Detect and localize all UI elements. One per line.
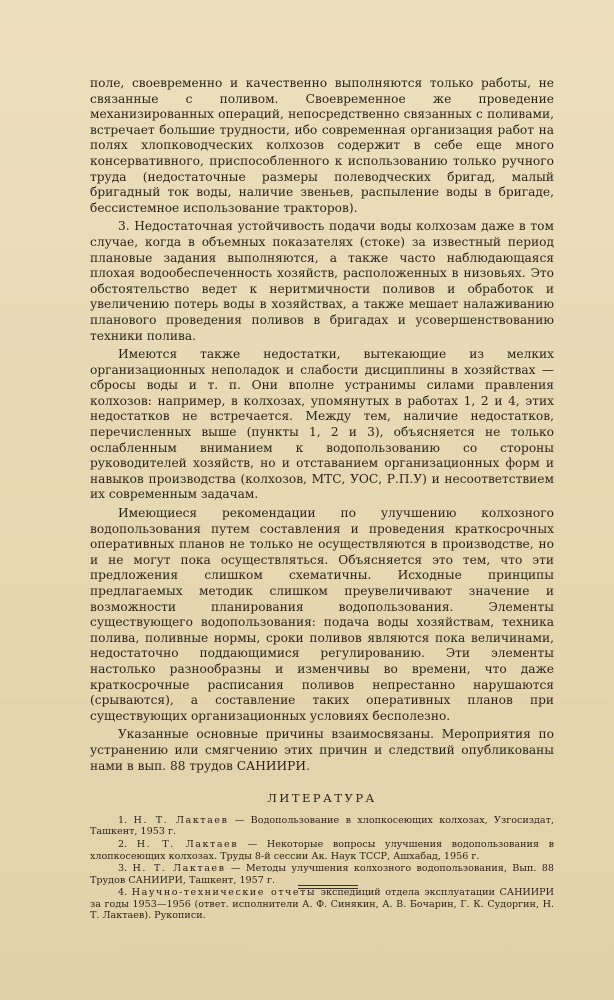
paragraph-recommendations: Имеющиеся рекомендации по улучшению колхозного водопользования путем составления и проведения краткосрочных оперативных планов не только не осуществляются в производстве, но и не могут пока осуществляться. Объясняется это тем, что эти предложения слишком схематичны. Исходные принципы предлагаемых методик слишком преувеличивают значение и возможности планирования водопользования. Элементы существующего водопользования: подача воды хозяйствам, техника полива, поливные нормы, сроки поливов являются пока величинами, недостаточно поддающимися регулированию. Эти элементы настолько разнообразны и изменчивы во времени, что даже краткосрочные расписания поливов непрестанно нарушаются (срываются), а составление таких оперативных планов при существующих организационных условиях бесполезно. xyxy=(90,506,554,723)
paragraph-point-3: 3. Недостаточная устойчивость подачи воды колхозам даже в том случае, когда в объемных показателях (стоке) за известный период плановые задания выполняются, а также часто наблюдающаяся плохая водообеспеченность хозяйств, расположенных в низовьях. Это обстоятельство ведет к неритмичности поливов и обработок и увеличению потерь воды в хозяйствах, а также мешает налаживанию планового проведения поливов в бригадах и усовершенствованию техники полива. xyxy=(90,219,554,343)
ref-text: — Некоторые вопросы улучшения водопользования в хлопкосеющих колхозах. Труды 8-й сессии Ак. Наук ТССР, Ашхабад, 1956 г. xyxy=(90,838,554,862)
ref-author: Н. Т. Лактаев xyxy=(132,863,226,875)
main-text-block xyxy=(90,76,554,923)
literature-item xyxy=(90,815,554,838)
literature-item xyxy=(90,887,554,922)
paragraph-continuation: поле, своевременно и качественно выполняются только работы, не связанные с поливом. Своевременное же проведение механизированных операций, непосредственно связанных с поливами, встречает большие трудности, ибо современная организация работ на полях хлопководческих колхозов содержит в себе еще много консервативного, приспособленного к использованию только ручного труда (недостаточные размеры полеводческих бригад, малый бригадный ток воды, наличие звеньев, распыление воды в бригаде, бессистемное использование тракторов). xyxy=(90,76,554,215)
literature-item xyxy=(90,863,554,886)
ref-author: Н. Т. Лактаев xyxy=(136,838,239,850)
closing-rule-divider xyxy=(298,885,358,889)
ref-number: 1. xyxy=(118,814,128,826)
paragraph-shortcomings: Имеются также недостатки, вытекающие из мелких организационных неполадок и слабости дисциплины в хозяйствах — сбросы воды и т. п. Они вполне устранимы силами правления колхозов: например, в колхозах, упомянутых в работах 1, 2 и 4, этих недостатков не встречается. Между тем, наличие недостатков, перечисленных выше (пункты 1, 2 и 3), объясняется не только ослабленным вниманием к водопользованию со стороны руководителей хозяйств, но и отставанием организационных форм и навыков производства (колхозов, МТС, УОС, Р.П.У) и несоответствием их современным задачам. xyxy=(90,347,554,502)
ref-number: 4. xyxy=(118,887,128,899)
literature-list xyxy=(90,815,554,922)
literature-heading: ЛИТЕРАТУРА xyxy=(267,791,377,806)
ref-number: 3. xyxy=(118,863,128,875)
ref-number: 2. xyxy=(118,838,128,850)
ref-author: Н. Т. Лактаев xyxy=(133,814,229,826)
literature-item xyxy=(90,839,554,862)
ref-text: — Методы улучшения колхозного водопользования, Вып. 88 Трудов САНИИРИ, Ташкент, 1957 г. xyxy=(90,863,554,886)
ref-text: — Водопользование в хлопкосеющих колхозах, Узгосиздат, Ташкент, 1953 г. xyxy=(90,814,554,838)
paragraph-conclusion: Указанные основные причины взаимосвязаны. Мероприятия по устранению или смягчению этих причин и следствий опубликованы нами в вып. 88 трудов САНИИРИ. xyxy=(90,727,554,773)
ref-text: экспедиций отдела эксплуатации САНИИРИ за годы 1953—1956 (ответ. исполнители А. Ф. Синякин, А. В. Бочарин, Г. К. Судоргин, Н. Т. Лактаев). Рукописи. xyxy=(90,887,554,922)
ref-author: Научно-технические отчеты xyxy=(131,887,317,899)
